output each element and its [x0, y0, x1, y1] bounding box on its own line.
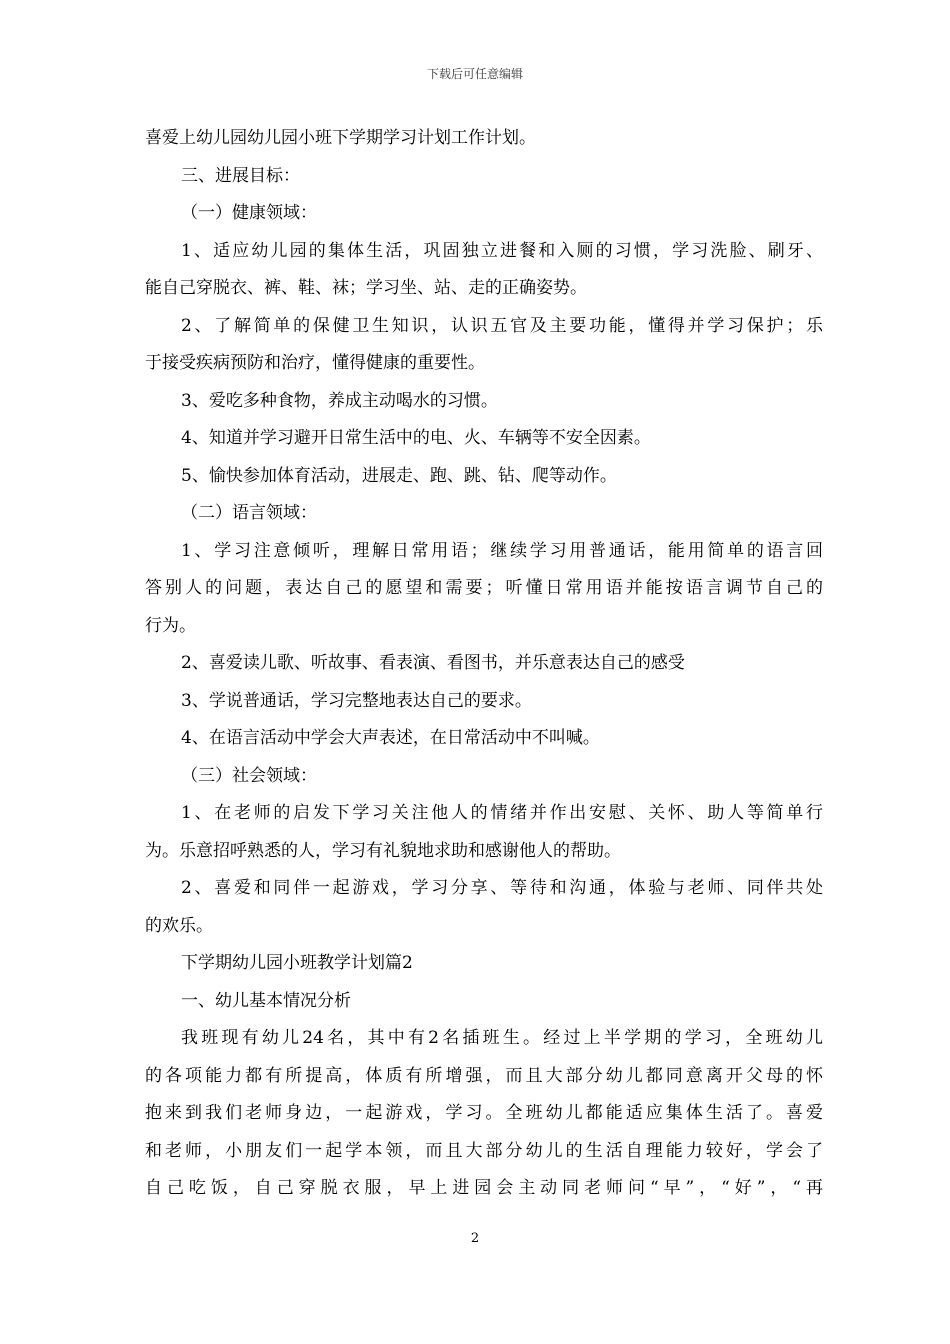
text-line: 1、学习注意倾听，理解日常用语；继续学习用普通话，能用简单的语言回 [181, 540, 823, 561]
text-line: 我班现有幼儿24名，其中有2名插班生。经过上半学期的学习，全班幼儿 [181, 1028, 823, 1048]
subsection-heading: （一）健康领域： [181, 203, 317, 223]
page-number: 2 [470, 1231, 480, 1246]
text-line: 3、爱吃多种食物，养成主动喝水的习惯。 [181, 390, 498, 411]
page-header: 下载后可任意编辑 [426, 67, 523, 81]
text-line: 3、学说普通话，学习完整地表达自己的要求。 [181, 690, 532, 711]
subsection-heading: （二）语言领域： [181, 503, 317, 523]
text-line: 1、在老师的启发下学习关注他人的情绪并作出安慰、关怀、助人等简单行 [181, 803, 823, 823]
text-line: 2、了解简单的保健卫生知识，认识五官及主要功能，懂得并学习保护；乐 [181, 315, 823, 336]
text-line: 于接受疾病预防和治疗，懂得健康的重要性。 [145, 353, 485, 373]
text-line: 行为。 [145, 615, 196, 636]
text-line: 自己吃饭，自己穿脱衣服，早上进园会主动同老师问“早”，“好”，“再 [145, 1178, 823, 1198]
text-line: 抱来到我们老师身边，一起游戏，学习。全班幼儿都能适应集体生活了。喜爱 [145, 1103, 823, 1123]
text-line: 4、在语言活动中学会大声表述，在日常活动中不叫喊。 [181, 728, 600, 748]
section-title: 下学期幼儿园小班教学计划篇2 [181, 953, 413, 973]
text-line: 为。乐意招呼熟悉的人，学习有礼貌地求助和感谢他人的帮助。 [145, 840, 621, 861]
text-line: 2、喜爱和同伴一起游戏，学习分享、等待和沟通，体验与老师、同伴共处 [181, 878, 823, 898]
text-line: 的各项能力都有所提高，体质有所增强，而且大部分幼儿都同意离开父母的怀 [145, 1065, 823, 1086]
document-body [145, 120, 823, 1208]
subsection-heading: （三）社会领域： [181, 765, 317, 786]
text-line: 1、适应幼儿园的集体生活，巩固独立进餐和入厕的习惯，学习洗脸、刷牙、 [181, 240, 823, 261]
text-line: 4、知道并学习避开日常生活中的电、火、车辆等不安全因素。 [181, 428, 651, 448]
text-line: 喜爱上幼儿园幼儿园小班下学期学习计划工作计划。 [145, 128, 536, 148]
text-line: 的欢乐。 [145, 915, 213, 936]
text-line: 和老师，小朋友们一起学本领，而且大部分幼儿的生活自理能力较好，学会了 [145, 1140, 823, 1161]
section-heading: 三、进展目标： [181, 165, 300, 186]
text-line: 2、喜爱读儿歌、听故事、看表演、看图书，并乐意表达自己的感受 [181, 653, 685, 673]
section-heading: 一、幼儿基本情况分析 [181, 990, 351, 1011]
text-line: 答别人的问题，表达自己的愿望和需要；听懂日常用语并能按语言调节自己的 [145, 578, 823, 598]
text-line: 5、愉快参加体育活动，进展走、跑、跳、钻、爬等动作。 [181, 465, 617, 486]
text-line: 能自己穿脱衣、裤、鞋、袜；学习坐、站、走的正确姿势。 [145, 278, 587, 298]
